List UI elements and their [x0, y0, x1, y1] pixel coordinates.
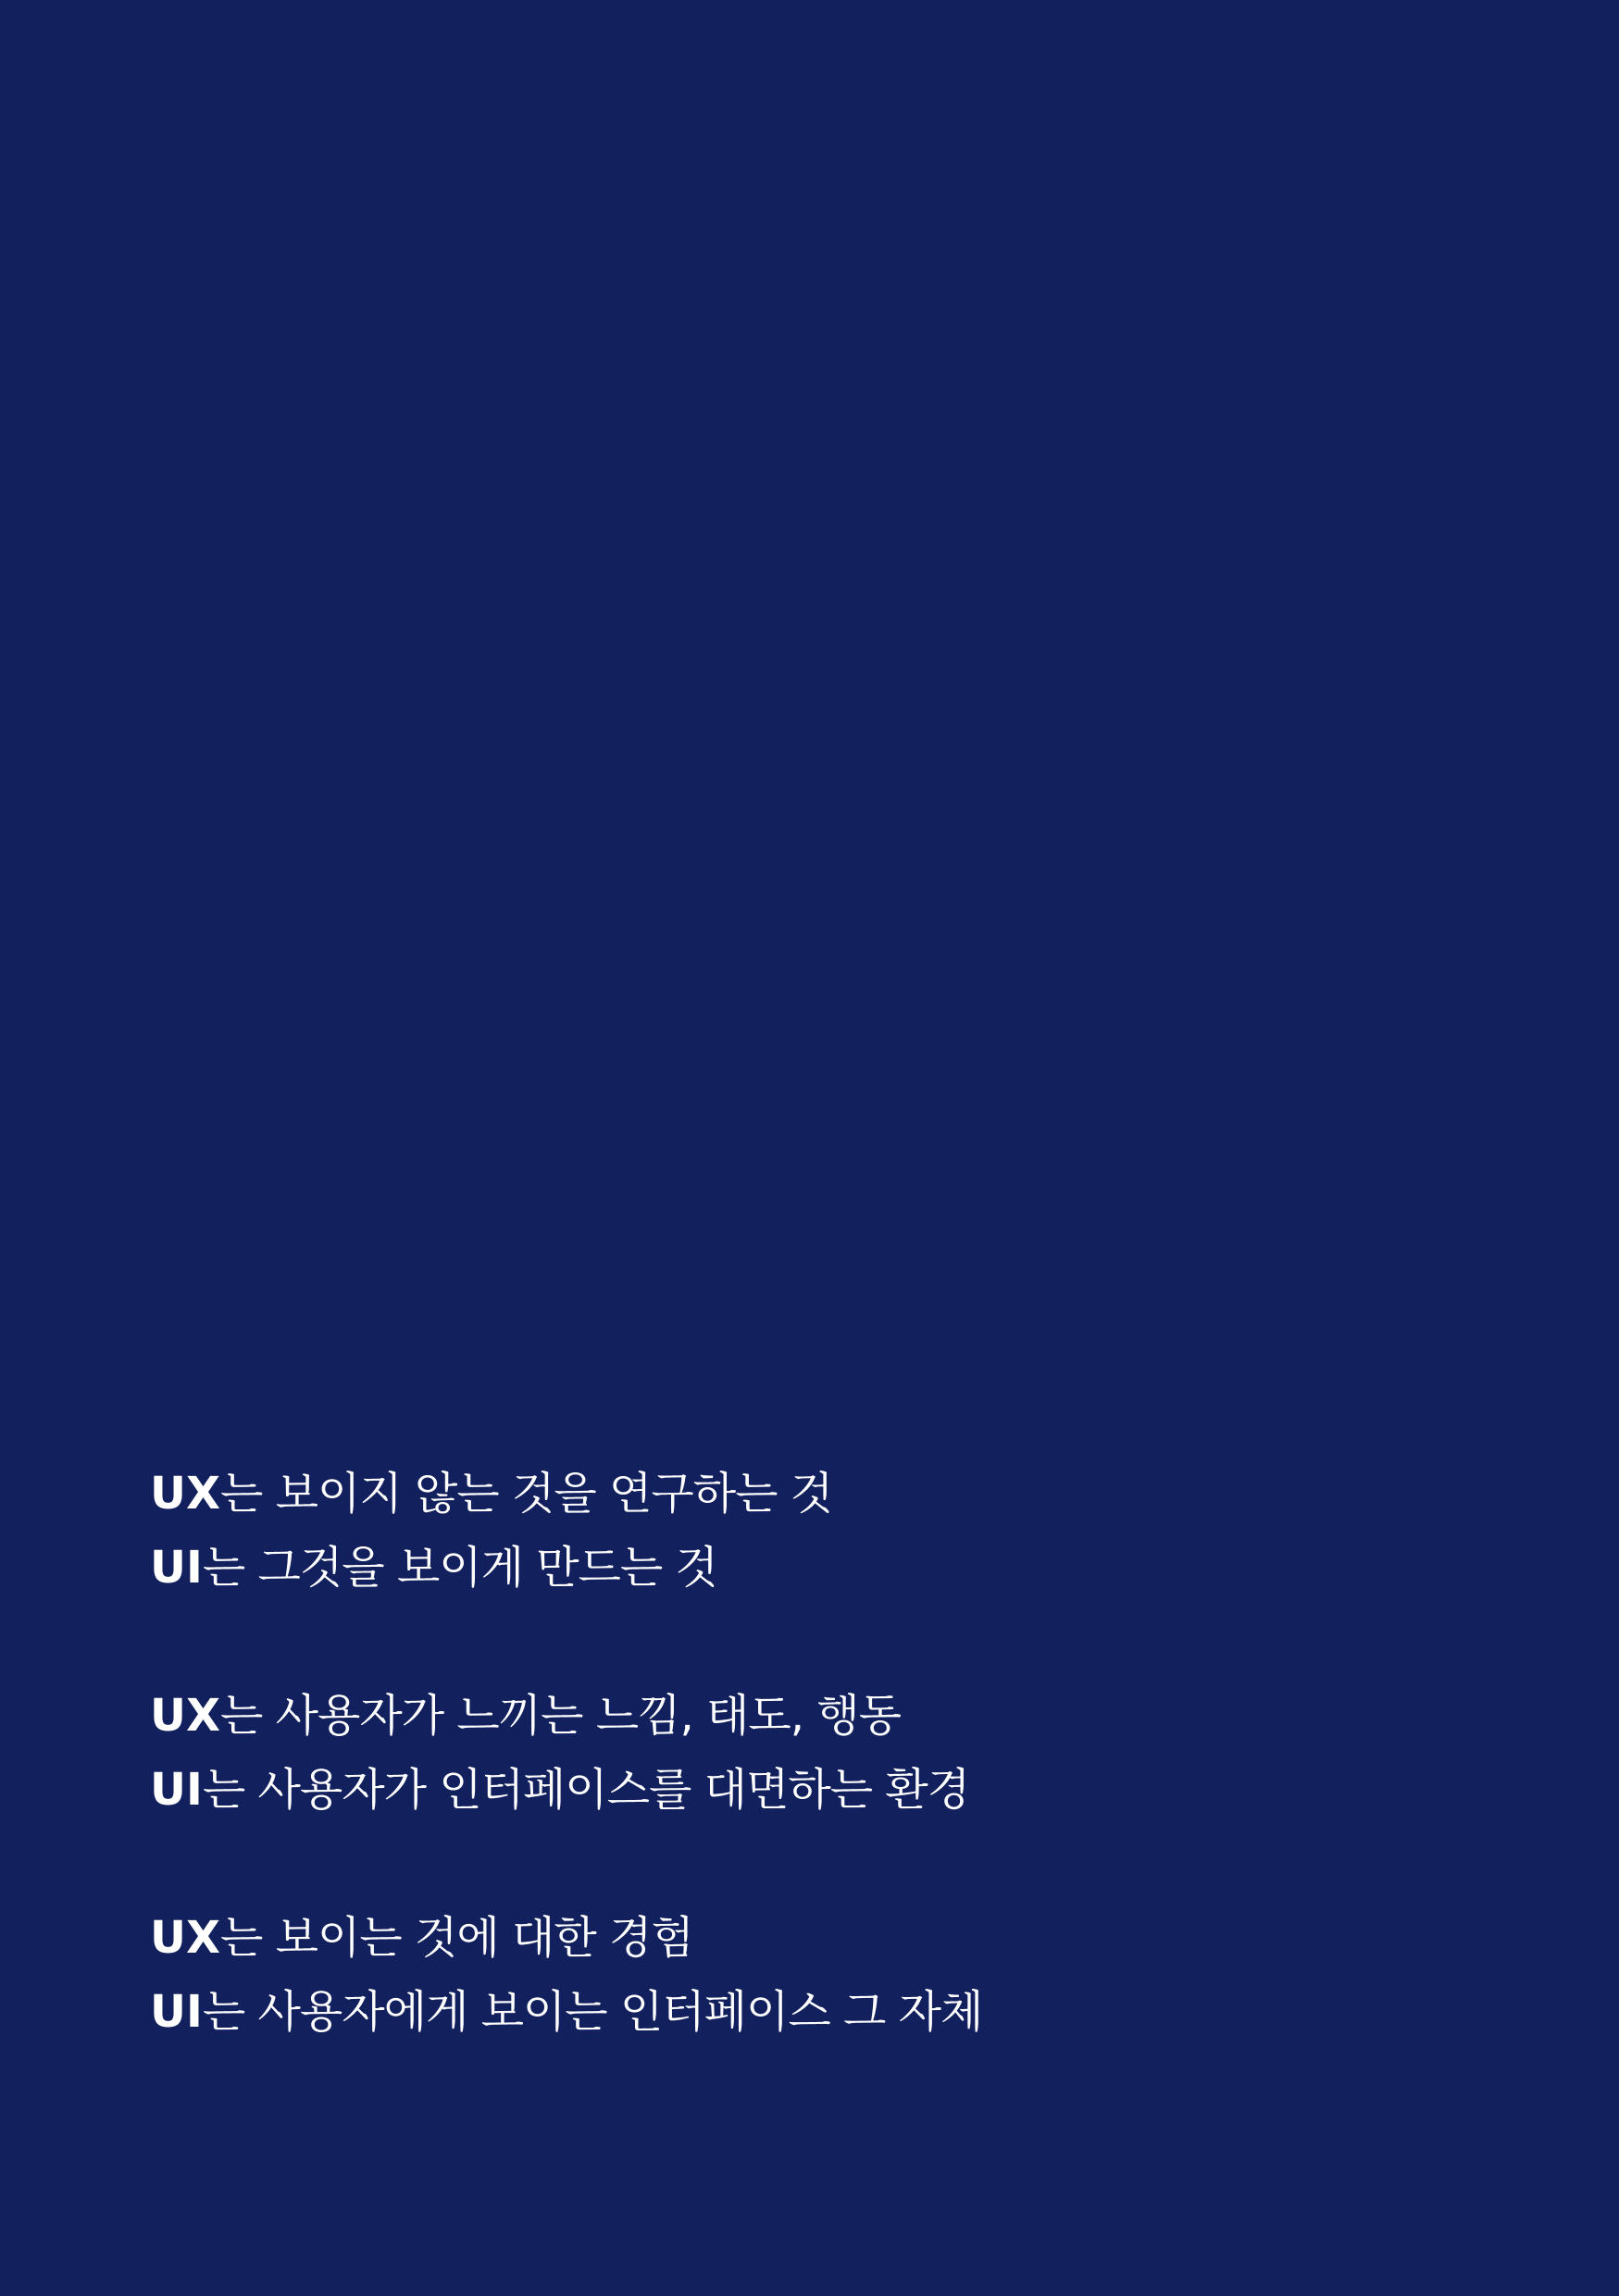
ux-description: 는 보이지 않는 것을 연구하는 것 [219, 1468, 833, 1520]
ui-term: UI [150, 1986, 203, 2038]
ux-description: 는 사용자가 느끼는 느낌, 태도, 행동 [219, 1690, 901, 1742]
ui-statement [150, 1975, 1446, 2049]
ui-description: 는 사용자가 인터페이스를 대면하는 환경 [202, 1764, 970, 1816]
ux-statement [150, 1901, 1446, 1975]
statement-group-2 [150, 1679, 1446, 1827]
ui-term: UI [150, 1764, 203, 1816]
statement-group-1 [150, 1457, 1446, 1605]
ux-statement [150, 1679, 1446, 1753]
ui-description: 는 사용자에게 보이는 인터페이스 그 자체 [202, 1986, 983, 2038]
ui-statement [150, 1531, 1446, 1605]
ui-description: 는 그것을 보이게 만드는 것 [202, 1542, 717, 1594]
ux-term: UX [150, 1690, 220, 1742]
ux-statement [150, 1457, 1446, 1531]
ui-statement [150, 1753, 1446, 1827]
ui-term: UI [150, 1542, 203, 1594]
ux-ui-definitions [150, 1457, 1446, 2123]
ux-term: UX [150, 1468, 220, 1520]
statement-group-3 [150, 1901, 1446, 2049]
ux-description: 는 보이는 것에 대한 경험 [219, 1912, 693, 1964]
ux-term: UX [150, 1912, 220, 1964]
